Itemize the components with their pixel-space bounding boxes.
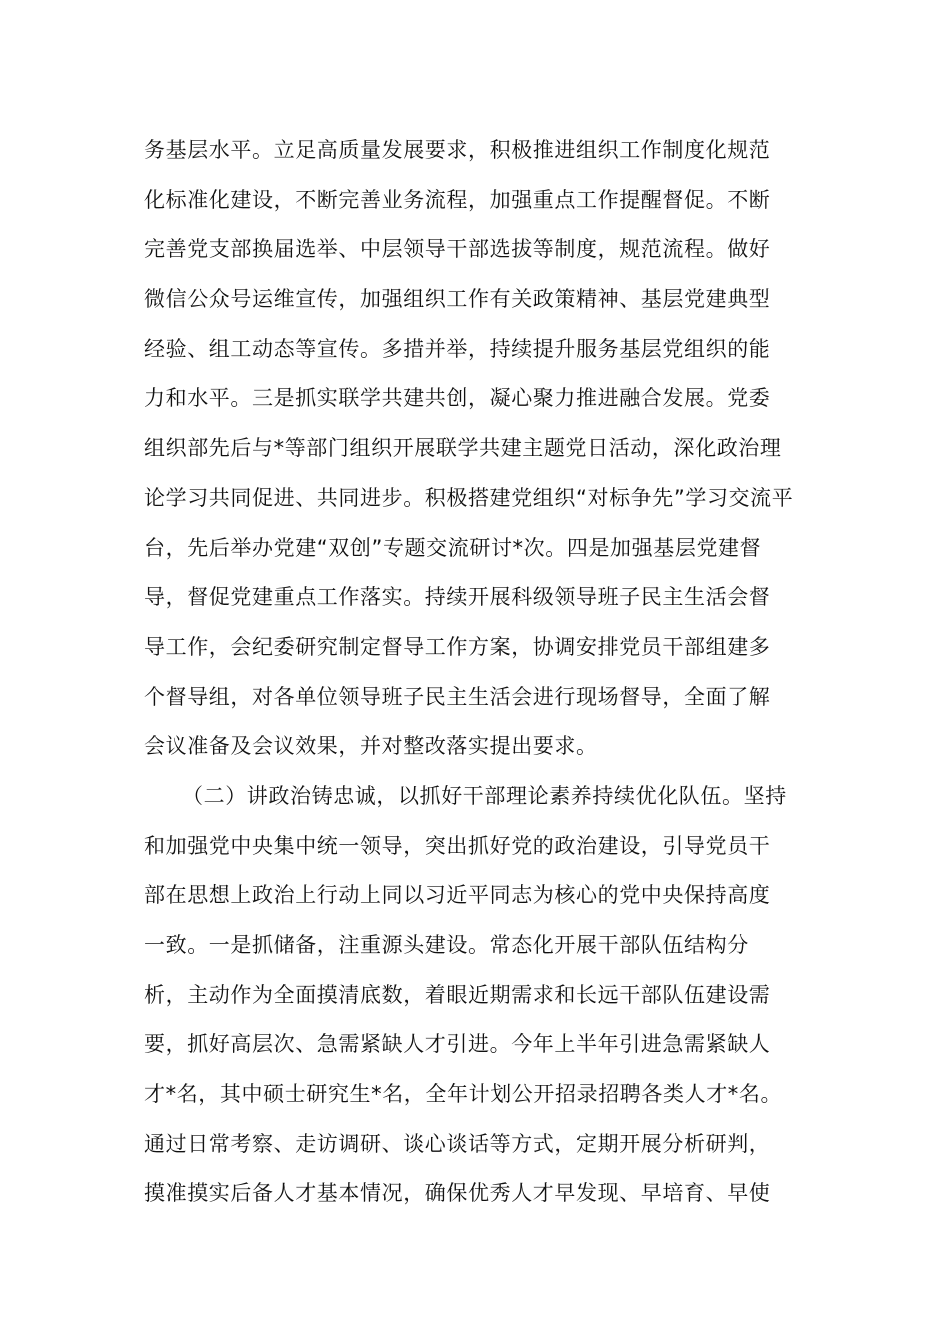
text-line-3: 完善党支部换届选举、中层领导干部选拔等制度，规范流程。做好 [144,237,771,262]
text-line-16: 部在思想上政治上行动上同以习近平同志为核心的党中央保持高度 [144,883,771,908]
text-line-1: 务基层水平。立足高质量发展要求，积极推进组织工作制度化规范 [144,138,771,162]
text-line-7: 组织部先后与*等部门组织开展联学共建主题党日活动，深化政治理 [144,436,782,461]
text-line-6: 力和水平。三是抓实联学共建共创，凝心聚力推进融合发展。党委 [144,386,771,411]
text-line-17: 一致。一是抓储备，注重源头建设。常态化开展干部队伍结构分 [144,933,749,957]
text-line-21: 通过日常考察、走访调研、谈心谈话等方式，定期开展分析研判， [144,1131,771,1156]
body-text [144,126,808,1219]
text-line-19: 要，抓好高层次、急需紧缺人才引进。今年上半年引进急需紧缺人 [144,1032,771,1057]
text-line-13: 会议准备及会议效果，并对整改落实提出要求。 [144,734,598,759]
text-line-20: 才*名，其中硕士研究生*名，全年计划公开招录招聘各类人才*名。 [144,1082,783,1107]
text-line-10: 导，督促党建重点工作落实。持续开展科级领导班子民主生活会督 [144,585,771,610]
section-heading-line: （二）讲政治铸忠诚，以抓好干部理论素养持续优化队伍。坚持 [182,783,787,808]
text-line-9: 台，先后举办党建“双创”专题交流研讨*次。四是加强基层党建督 [144,535,762,560]
text-line-15: 和加强党中央集中统一领导，突出抓好党的政治建设，引导党员干 [144,833,771,858]
text-line-8: 论学习共同促进、共同进步。积极搭建党组织“对标争先”学习交流平 [144,485,794,510]
text-line-4: 微信公众号运维宣传，加强组织工作有关政策精神、基层党建典型 [144,287,771,312]
text-line-22: 摸准摸实后备人才基本情况，确保优秀人才早发现、早培育、早使 [144,1181,771,1206]
text-line-12: 个督导组，对各单位领导班子民主生活会进行现场督导，全面了解 [144,684,771,709]
text-line-5: 经验、组工动态等宣传。多措并举，持续提升服务基层党组织的能 [144,336,771,361]
text-line-18: 析，主动作为全面摸清底数，着眼近期需求和长远干部队伍建设需 [144,982,771,1007]
text-line-2: 化标准化建设，不断完善业务流程，加强重点工作提醒督促。不断 [144,187,771,212]
text-line-11: 导工作，会纪委研究制定督导工作方案，协调安排党员干部组建多 [144,634,771,659]
